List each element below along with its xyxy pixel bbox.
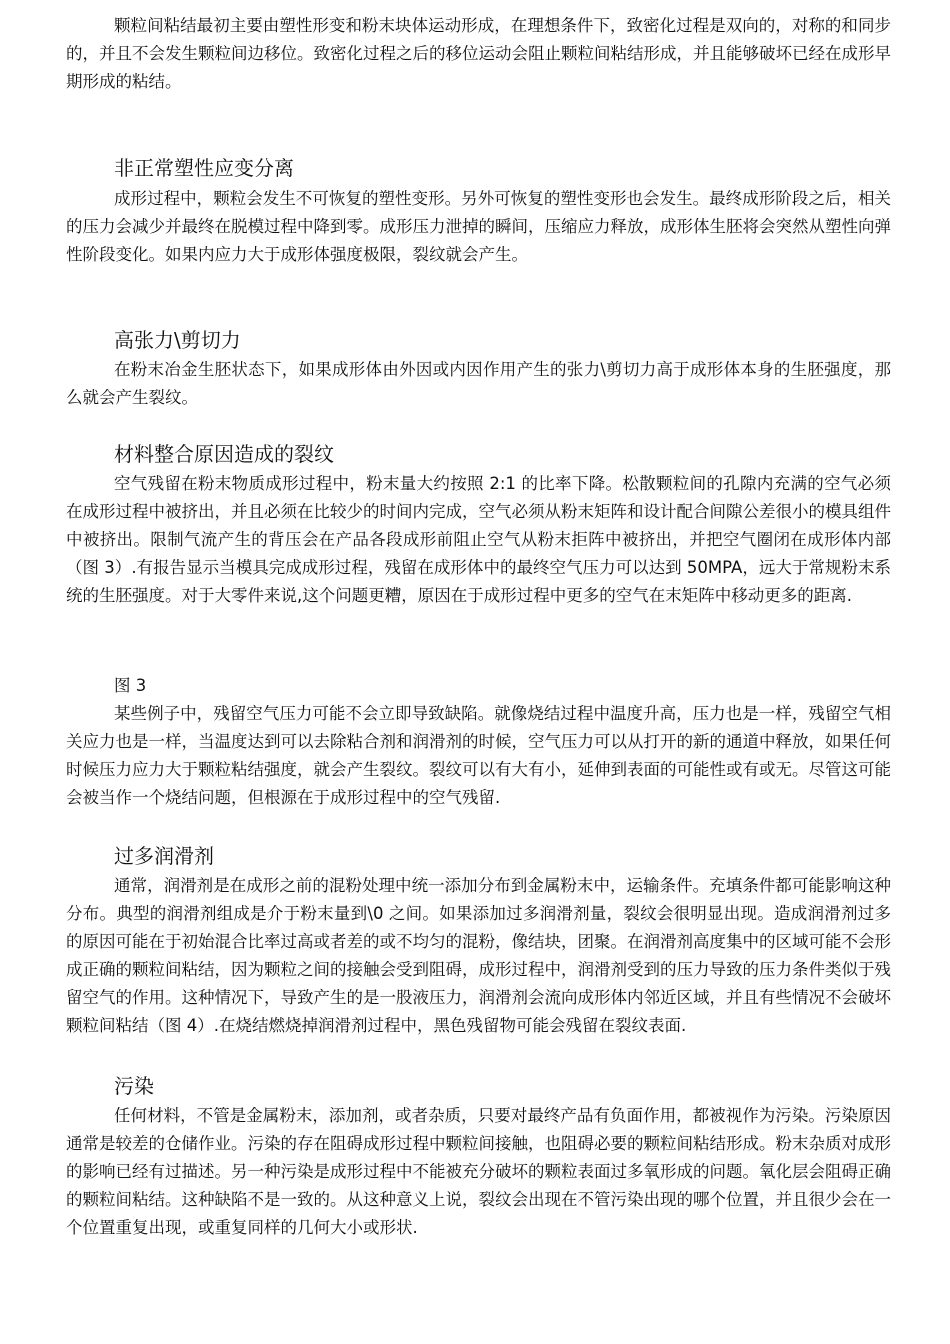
figure-3-label: 图 3	[114, 676, 147, 695]
heading-high-tension-shear: 高张力\剪切力	[114, 328, 241, 352]
paragraph-abnormal-plastic-strain: 成形过程中，颗粒会发生不可恢复的塑性变形。另外可恢复的塑性变形也会发生。最终成形阶段之后，相关的压力会减少并最终在脱模过程中降到零。成形压力泄掉的瞬间，压缩应力释放，成形体生胚将会突然从塑性向弹性阶段变化。如果内应力大于成形体强度极限，裂纹就会产生。	[66, 189, 891, 264]
heading-contamination: 污染	[114, 1074, 154, 1098]
paragraph-residual-air-pressure: 某些例子中，残留空气压力可能不会立即导致缺陷。就像烧结过程中温度升高，压力也是一样，残留空气相关应力也是一样，当温度达到可以去除粘合剂和润滑剂的时候，空气压力可以从打开的新的通道中释放，如果任何时候压力应力大于颗粒粘结强度，就会产生裂纹。裂纹可以有大有小，延伸到表面的可能性或有或无。尽管这可能会被当作一个烧结问题，但根源在于成形过程中的空气残留.	[66, 704, 891, 807]
paragraph-excess-lubricant: 通常，润滑剂是在成形之前的混粉处理中统一添加分布到金属粉末中，运输条件。充填条件都可能影响这种分布。典型的润滑剂组成是介于粉末量到\0 之间。如果添加过多润滑剂量，裂纹会很明显出现。造成润滑剂过多的原因可能在于初始混合比率过高或者差的或不均匀的混粉，像结块，团聚。在润滑剂高度集中的区域可能不会形成正确的颗粒间粘结，因为颗粒之间的接触会受到阻碍，成形过程中，润滑剂受到的压力导致的压力条件类似于残留空气的作用。这种情况下，导致产生的是一股液压力，润滑剂会流向成形体内邻近区域，并且有些情况不会破坏颗粒间粘结（图 4）.在烧结燃烧掉润滑剂过程中，黑色残留物可能会残留在裂纹表面.	[66, 876, 891, 1035]
heading-material-integration-cracks: 材料整合原因造成的裂纹	[114, 442, 334, 466]
paragraph-air-entrapment: 空气残留在粉末物质成形过程中，粉末量大约按照 2:1 的比率下降。松散颗粒间的孔隙内充满的空气必须在成形过程中被挤出，并且必须在比较少的时间内完成，空气必须从粉末矩阵和设计配合间隙公差很小的模具组件中被挤出。限制气流产生的背压会在产品各段成形前阻止空气从粉末拒阵中被挤出，并把空气圈闭在成形体内部（图 3）.有报告显示当模具完成成形过程，残留在成形体中的最终空气压力可以达到 50MPA，远大于常规粉末系统的生胚强度。对于大零件来说,这个问题更糟，原因在于成形过程中更多的空气在末矩阵中移动更多的距离.	[66, 474, 891, 605]
paragraph-contamination: 任何材料，不管是金属粉末，添加剂，或者杂质，只要对最终产品有负面作用，都被视作为污染。污染原因通常是较差的仓储作业。污染的存在阻碍成形过程中颗粒间接触，也阻碍必要的颗粒间粘结形成。粉末杂质对成形的影响已经有过描述。另一种污染是成形过程中不能被充分破坏的颗粒表面过多氧形成的问题。氧化层会阻碍正确的颗粒间粘结。这种缺陷不是一致的。从这种意义上说，裂纹会出现在不管污染出现的哪个位置，并且很少会在一个位置重复出现，或重复同样的几何大小或形状.	[66, 1106, 891, 1237]
heading-abnormal-plastic-strain: 非正常塑性应变分离	[114, 156, 294, 180]
paragraph-interparticle-bonding: 颗粒间粘结最初主要由塑性形变和粉末块体运动形成，在理想条件下，致密化过程是双向的，对称的和同步的，并且不会发生颗粒间边移位。致密化过程之后的移位运动会阻止颗粒间粘结形成，并且能够破坏已经在成形早期形成的粘结。	[66, 16, 891, 91]
heading-excess-lubricant: 过多润滑剂	[114, 844, 214, 868]
paragraph-high-tension-shear: 在粉末冶金生胚状态下，如果成形体由外因或内因作用产生的张力\剪切力高于成形体本身的生胚强度，那么就会产生裂纹。	[66, 360, 891, 407]
